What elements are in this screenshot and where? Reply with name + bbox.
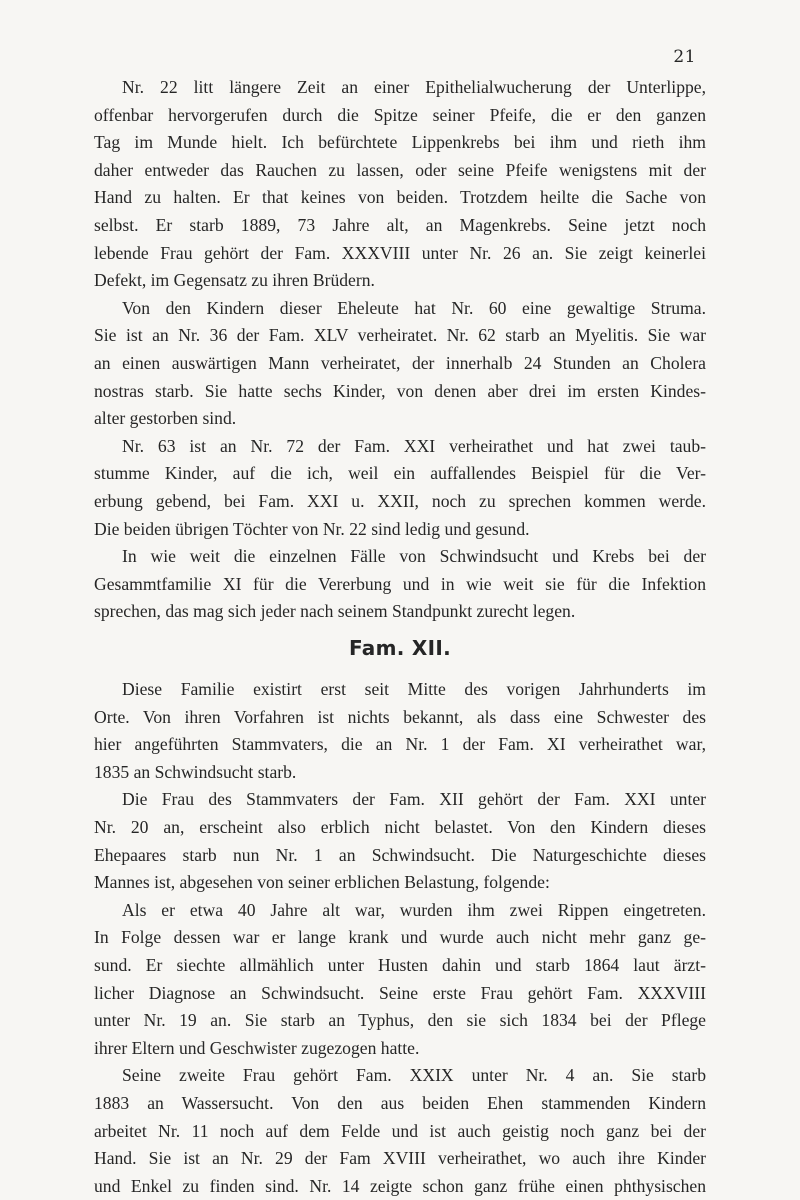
text-line: offenbar hervorgerufen durch die Spitze seiner Pfeife, die er den ganzen <box>94 104 706 125</box>
text-line: 1835 an Schwindsucht starb. <box>94 761 297 782</box>
text-line: Diese Familie existirt erst seit Mitte des vorigen Jahrhunderts im <box>122 679 706 699</box>
text-line: In wie weit die einzelnen Fälle von Schwindsucht und Krebs bei der <box>122 546 706 567</box>
text-line: Als er etwa 40 Jahre alt war, wurden ihm zwei Rippen eingetreten. <box>122 899 706 920</box>
text-line: In Folge dessen war er lange krank und wurde auch nicht mehr ganz ge- <box>94 927 706 948</box>
text-line: lebende Frau gehört der Fam. XXXVIII unter Nr. 26 an. Sie zeigt keinerlei <box>94 242 706 263</box>
text-line: erbung gebend, bei Fam. XXI u. XXII, noch zu sprechen kommen werde. <box>94 490 706 511</box>
text-line: Ehepaares starb nun Nr. 1 an Schwindsucht. Die Naturgeschichte dieses <box>94 844 706 865</box>
text-line: arbeitet Nr. 11 noch auf dem Felde und ist auch geistig noch ganz bei der <box>94 1120 706 1141</box>
text-line: Nr. 22 litt längere Zeit an einer Epithelialwucherung der Unterlippe, <box>122 77 706 97</box>
text-line: alter gestorben sind. <box>94 408 237 429</box>
text-line: Mannes ist, abgesehen von seiner erblichen Belastung, folgende: <box>94 872 550 893</box>
text-section-1 <box>94 74 706 626</box>
text-line: daher entweder das Rauchen zu lassen, oder seine Pfeife wenigstens mit der <box>94 159 706 180</box>
text-section-2 <box>94 676 706 1200</box>
text-line: nostras starb. Sie hatte sechs Kinder, von denen aber drei im ersten Kindes- <box>94 380 706 401</box>
text-line: Von den Kindern dieser Eheleute hat Nr. 60 eine gewaltige Struma. <box>122 297 706 318</box>
text-line: sprechen, das mag sich jeder nach seinem Standpunkt zurecht legen. <box>94 601 576 622</box>
text-line: Die Frau des Stammvaters der Fam. XII gehört der Fam. XXI unter <box>122 789 706 810</box>
text-line: an einen auswärtigen Mann verheiratet, der innerhalb 24 Stunden an Cholera <box>94 352 706 373</box>
text-line: selbst. Er starb 1889, 73 Jahre alt, an Magenkrebs. Seine jetzt noch <box>94 214 706 235</box>
text-line: stumme Kinder, auf die ich, weil ein auffallendes Beispiel für die Ver- <box>94 463 706 484</box>
text-line: Nr. 63 ist an Nr. 72 der Fam. XXI verheirathet und hat zwei taub- <box>122 435 706 456</box>
text-line: Sie ist an Nr. 36 der Fam. XLV verheiratet. Nr. 62 starb an Myelitis. Sie war <box>94 325 706 346</box>
section-heading: Fam. XII. <box>349 636 451 660</box>
page-number: 21 <box>673 47 696 67</box>
text-line: Tag im Munde hielt. Ich befürchtete Lippenkrebs bei ihm und rieth ihm <box>94 132 706 153</box>
text-line: hier angeführten Stammvaters, die an Nr. 1 der Fam. XI verheirathet war, <box>94 734 706 755</box>
text-line: Hand zu halten. Er that keines von beiden. Trotzdem heilte die Sache von <box>94 187 706 208</box>
text-line: Nr. 20 an, erscheint also erblich nicht belastet. Von den Kindern dieses <box>94 816 706 837</box>
text-line: und Enkel zu finden sind. Nr. 14 zeigte schon ganz frühe einen phthysischen <box>94 1175 706 1196</box>
text-line: licher Diagnose an Schwindsucht. Seine erste Frau gehört Fam. XXXVIII <box>94 982 706 1003</box>
text-line: Orte. Von ihren Vorfahren ist nichts bekannt, als dass eine Schwester des <box>94 706 706 727</box>
text-line: unter Nr. 19 an. Sie starb an Typhus, den sie sich 1834 bei der Pflege <box>94 1010 706 1031</box>
text-line: sund. Er siechte allmählich unter Husten dahin und starb 1864 laut ärzt- <box>94 954 706 975</box>
text-line: Seine zweite Frau gehört Fam. XXIX unter Nr. 4 an. Sie starb <box>122 1065 706 1086</box>
text-line: Defekt, im Gegensatz zu ihren Brüdern. <box>94 270 375 291</box>
text-line: Die beiden übrigen Töchter von Nr. 22 sind ledig und gesund. <box>94 518 530 539</box>
text-line: ihrer Eltern und Geschwister zugezogen hatte. <box>94 1037 420 1058</box>
text-line: Gesammtfamilie XI für die Vererbung und in wie weit sie für die Infektion <box>94 573 706 594</box>
text-line: Hand. Sie ist an Nr. 29 der Fam XVIII verheirathet, wo auch ihre Kinder <box>94 1148 706 1169</box>
text-line: 1883 an Wassersucht. Von den aus beiden Ehen stammenden Kindern <box>94 1092 706 1113</box>
